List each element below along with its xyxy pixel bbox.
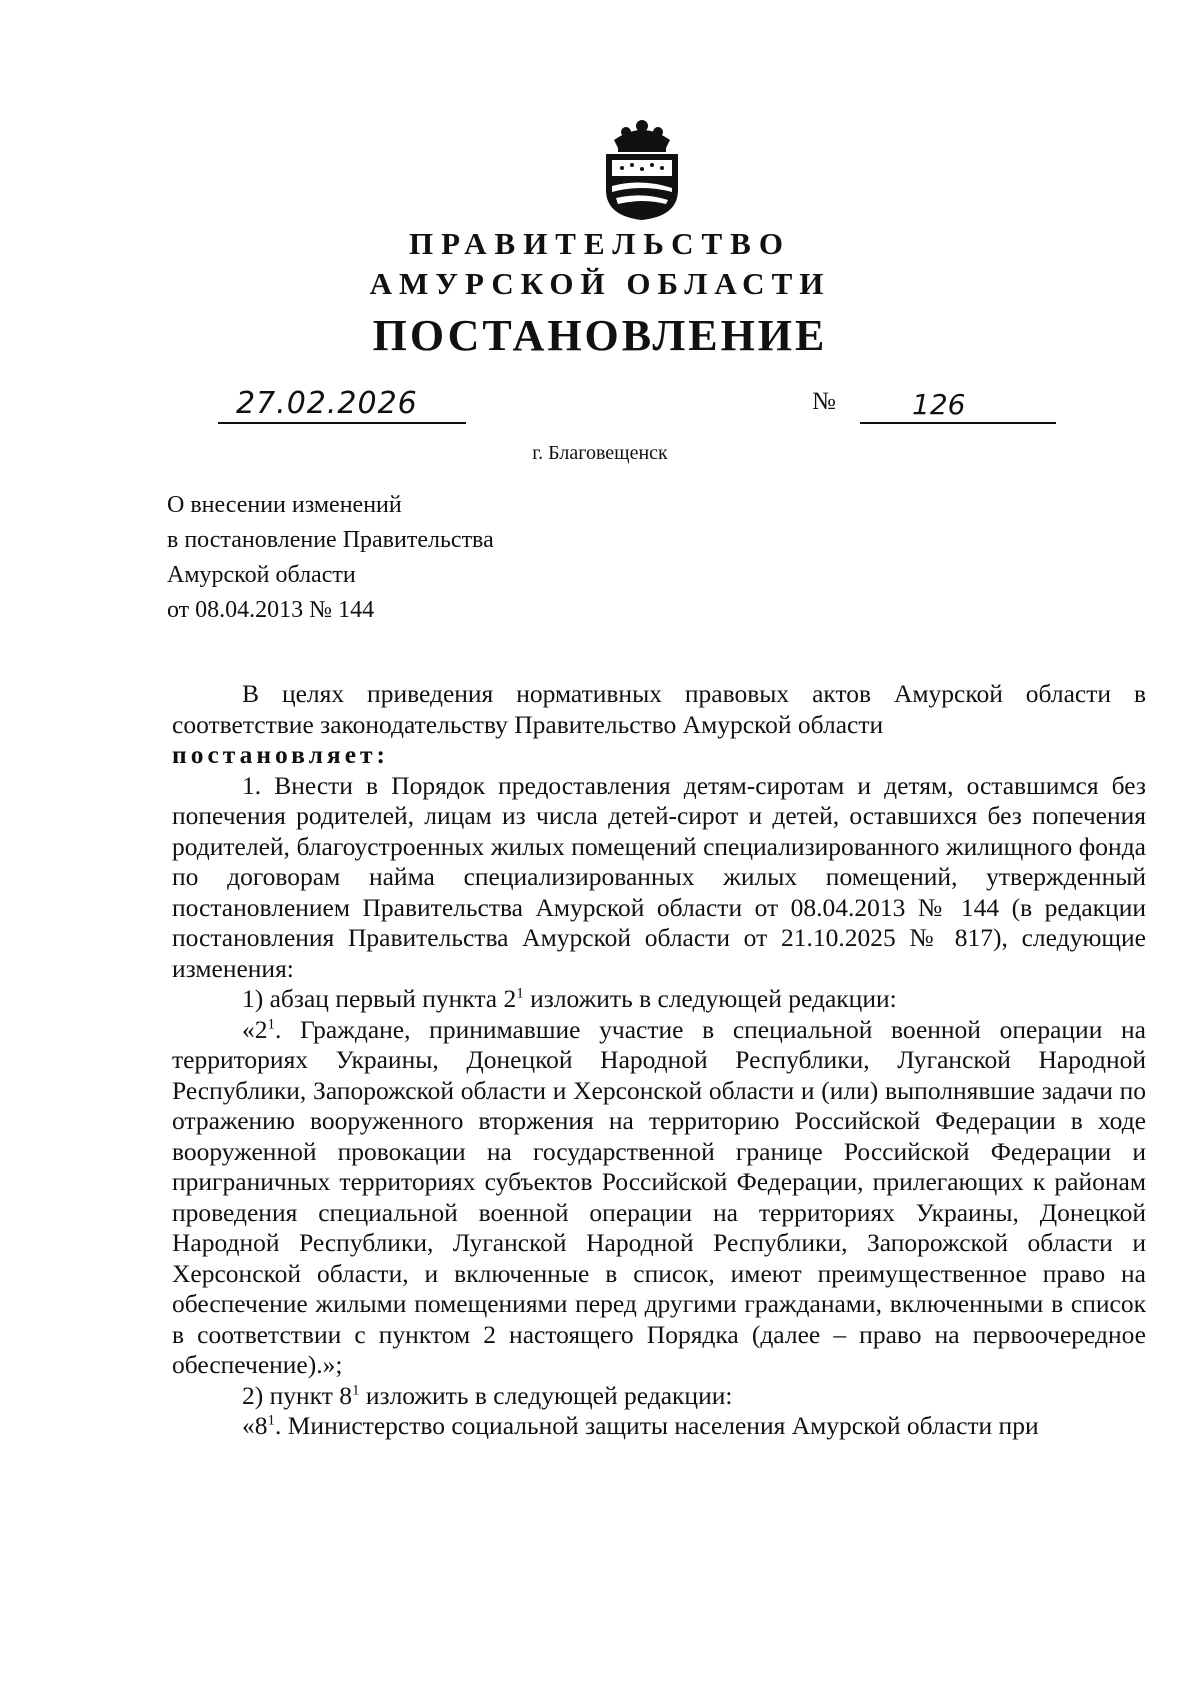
resolves-word: постановляет: [172, 740, 390, 769]
coat-of-arms-emblem [596, 118, 688, 222]
preamble-paragraph: В целях приведения нормативных правовых актов Амурской области в соответствие законодательству Правительство Амурской области [172, 679, 1146, 739]
document-number: 126 [912, 388, 966, 421]
subject-line: О внесении изменений [167, 492, 402, 518]
document-date-field [218, 386, 466, 424]
subitem-2-paragraph: 2) пункт $8^1$ изложить в следующей редакции: [242, 1380, 733, 1410]
item-1-paragraph: 1. Внести в Порядок предоставления детям-сиротам и детям, оставшимся без попечения родителей, лицам из числа детей-сирот и детей, оставшихся без попечения родителей, благоустроенных жилых помещений специализированного жилищного фонда по договорам найма специализированных жилых помещений, утвержденный постановлением Правительства Амурской области от 08.04.2013 № 144 (в редакции постановления Правительства Амурской области от 21.10.2025 № 817), следующие изменения: [172, 770, 1146, 983]
quote-2-paragraph: «$8^1$. Министерство социальной защиты населения Амурской области при [242, 1411, 1039, 1440]
document-number-field [860, 388, 1056, 424]
quote-1-paragraph: «$2^1$. Граждане, принимавшие участие в специальной военной операции на территориях Украины, Донецкой Народной Республики, Луганской Народной Республики, Запорожской области и Херсонской области и (или) выполнявшие задачи по отражению вооруженного вторжения на территорию Российской Федерации в ходе вооруженной провокации на государственной границе Российской Федерации и приграничных территориях субъектов Российской Федерации, прилегающих к районам проведения специальной военной операции на территориях Украины, Донецкой Народной Республики, Луганской Народной Республики, Запорожской области и Херсонской области, и включенные в список, имеют преимущественное право на обеспечение жилыми помещениями перед другими гражданами, включенными в список в соответствии с пунктом 2 настоящего Порядка (далее – право на первоочередное обеспечение).»; [172, 1014, 1146, 1379]
subject-line: от 08.04.2013 № 144 [167, 597, 375, 623]
document-type: ПОСТАНОВЛЕНИЕ [372, 311, 828, 360]
city: г. Благовещенск [532, 442, 668, 464]
subitem-1-paragraph: 1) абзац первый пункта $2^1$ изложить в следующей редакции: [242, 984, 897, 1013]
document-body [172, 679, 1146, 1442]
document-date: 27.02.2026 [236, 386, 418, 421]
subject-line: в постановление Правительства [167, 527, 494, 553]
document-subject [167, 488, 494, 628]
number-label: № [812, 388, 836, 415]
government-region: АМУРСКОЙ ОБЛАСТИ [369, 266, 831, 301]
government-title: ПРАВИТЕЛЬСТВО [409, 226, 791, 261]
subject-line: Амурской области [167, 562, 356, 588]
